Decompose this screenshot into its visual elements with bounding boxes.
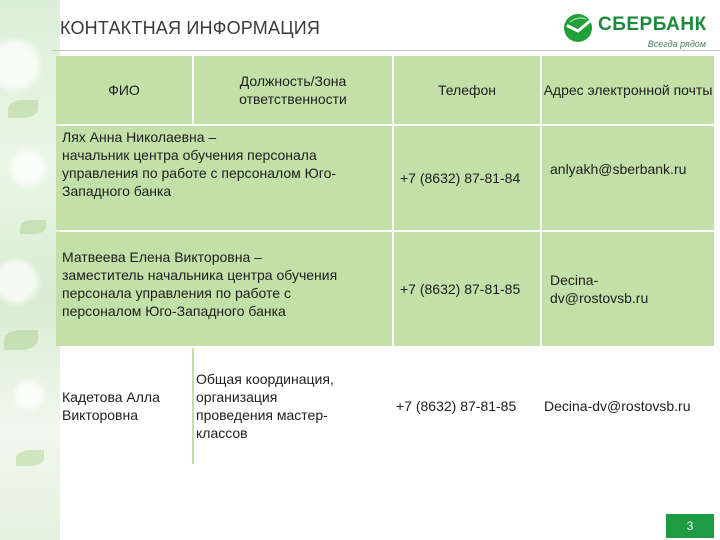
table-row-3-role: Общая координация, организация проведения мастер- классов	[196, 371, 334, 441]
email-link[interactable]: Decina-dv@rostovsb.ru	[544, 398, 691, 414]
table-row-1-name-role: Лях Анна Николаевна – начальник центра обучения персонала управления по работе с персоналом Юго- Западного банка	[56, 126, 392, 230]
table-row-1-phone: +7 (8632) 87-81-84	[394, 126, 540, 230]
table-row-2-email[interactable]	[542, 232, 714, 346]
page-title: КОНТАКТНАЯ ИНФОРМАЦИЯ	[60, 18, 321, 38]
table-row-3-name: Кадетова Алла Викторовна	[62, 389, 160, 423]
column-header-phone: Телефон	[394, 56, 540, 124]
sberbank-logo-icon	[562, 12, 594, 44]
table-row-2-phone: +7 (8632) 87-81-85	[394, 232, 540, 346]
table-row-3-email[interactable]	[542, 348, 714, 464]
contact-table	[56, 56, 714, 464]
column-header-email: Адрес электронной почты	[542, 56, 714, 124]
email-link[interactable]: anlyakh@sberbank.ru	[550, 161, 687, 177]
decorative-side-background	[0, 0, 60, 540]
table-row-3-phone: +7 (8632) 87-81-85	[396, 398, 517, 414]
column-header-name: ФИО	[56, 56, 192, 124]
table-row-1-email[interactable]	[542, 126, 714, 230]
page-number-badge: 3	[666, 514, 714, 538]
sberbank-logo	[562, 10, 712, 50]
table-row-2-name-role: Матвеева Елена Викторовна – заместитель начальника центра обучения персонала управления по работе с персоналом Юго-Западного банка	[56, 232, 392, 346]
title-divider	[52, 50, 720, 51]
column-header-role: Должность/Зона ответственности	[194, 56, 392, 124]
logo-wordmark: СБЕРБАНК	[598, 14, 707, 35]
logo-slogan: Всегда рядом	[647, 39, 706, 49]
email-link: Decina- dv@rostovsb.ru	[550, 272, 649, 306]
